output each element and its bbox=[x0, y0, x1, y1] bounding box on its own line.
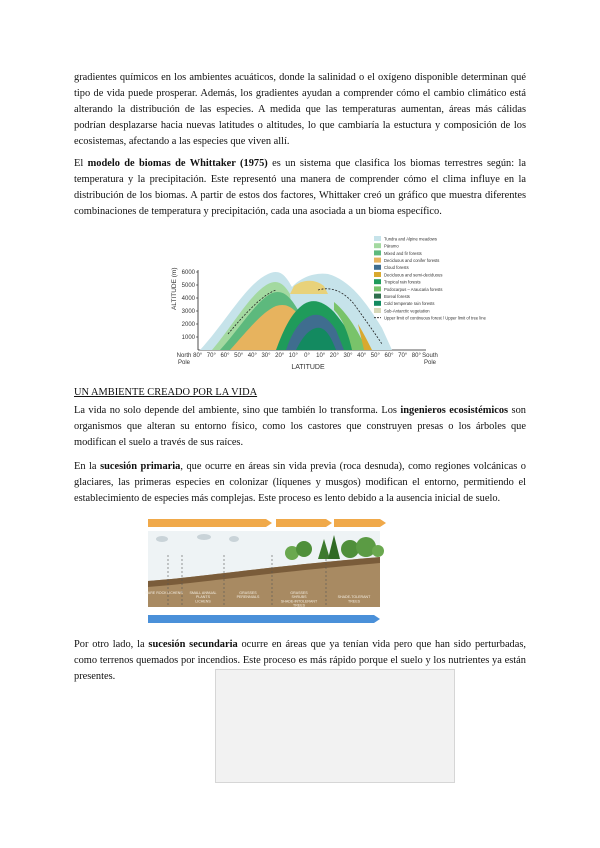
y-tick-label: 1000 bbox=[181, 335, 195, 341]
text-run: La vida no solo depende del ambiente, sino que también lo transforma. Los bbox=[74, 405, 401, 416]
text-run: Por otro lado, la bbox=[74, 639, 149, 650]
legend-label: Tropical rain forests bbox=[384, 279, 421, 285]
bold-term: sucesión primaria bbox=[100, 461, 181, 472]
legend-swatch bbox=[374, 258, 381, 263]
x-tick-label: South bbox=[422, 353, 438, 359]
text-run: En la bbox=[74, 461, 101, 472]
stage-label: LICHENS bbox=[167, 591, 183, 595]
legend-swatch bbox=[374, 250, 381, 255]
legend-swatch bbox=[374, 308, 381, 313]
biome-altitude-figure bbox=[168, 232, 486, 372]
y-tick-labels bbox=[182, 270, 198, 341]
paragraph-ecosystem-engineers bbox=[74, 403, 526, 451]
paragraph-primary-succession bbox=[74, 459, 526, 507]
legend-label: Podocarpus – Araucaria forests bbox=[384, 286, 443, 292]
legend-label: Boreal forests bbox=[384, 294, 410, 299]
biome-chart-svg bbox=[168, 232, 486, 372]
paragraph-gradients: gradientes químicos en los ambientes acuáticos, donde la salinidad o el oxígeno disponible determinan qué tipo de vida puede prosperar. Además, los gradientes ayudan a comprender cómo el cambio climático está alterando la distribución de las especies. A medida que las temperaturas aumentan, áreas más cálidas podrían desplazarse hacia nuevas latitudes o altitudes, lo que cambiaría la estuctura y composición de los ecosistemas, afectando a las especies que viven allí. bbox=[74, 72, 526, 147]
x-tick-label: 20° bbox=[275, 353, 285, 359]
y-tick-label: 3000 bbox=[181, 309, 195, 315]
x-tick-label: 40° bbox=[357, 353, 367, 359]
chart-legend bbox=[374, 236, 487, 321]
x-tick-label: 10° bbox=[316, 353, 326, 359]
legend-label: Deciduous and semi-deciduous bbox=[384, 272, 443, 278]
x-tick-label: 0° bbox=[304, 353, 310, 359]
legend-swatch bbox=[374, 286, 381, 291]
y-tick-label: 6000 bbox=[181, 270, 195, 276]
text-run: , que ocurre en áreas sin vida previa (roca desnuda), como regiones volcánicas o glaciares, las primeras especies en colonizar (líquenes y musgos) modifican el entorno, permitiendo el establecimiento de especies más complejas. Este proceso es lento debido a la ausencia inicial de suelo. bbox=[74, 461, 526, 504]
y-tick-label: 4000 bbox=[181, 296, 195, 302]
x-tick-label: North bbox=[176, 353, 192, 359]
cloud bbox=[197, 534, 211, 540]
tree bbox=[296, 541, 312, 557]
x-tick-label: 80° bbox=[193, 353, 203, 359]
arrow-orange-1 bbox=[148, 519, 272, 527]
stage-label: SHADE-TOLERANT TREES bbox=[337, 595, 371, 604]
y-axis-label: ALTITUDE (m) bbox=[171, 267, 178, 310]
x-tick-label: 80° bbox=[411, 353, 421, 359]
paragraph-whittaker bbox=[74, 156, 526, 220]
x-tick-label: 70° bbox=[398, 353, 408, 359]
x-tick-label: 10° bbox=[288, 353, 298, 359]
stage-label: BARE ROCK bbox=[145, 591, 167, 595]
legend-swatch bbox=[374, 294, 381, 299]
x-tick-label: 50° bbox=[370, 353, 380, 359]
legend-swatch bbox=[374, 265, 381, 270]
arrow-orange-3 bbox=[334, 519, 386, 527]
legend-label: Cloud forests bbox=[384, 265, 409, 271]
x-tick-label: 30° bbox=[343, 353, 353, 359]
legend-label: Upper limit of continuous forest / Upper limit of tree line bbox=[384, 315, 486, 321]
cloud bbox=[156, 536, 168, 542]
stage-label: GRASSES PERENNIALS bbox=[236, 591, 260, 600]
cloud bbox=[229, 536, 239, 542]
legend-label: Deciduous and conifer forests bbox=[384, 258, 440, 263]
legend-swatch bbox=[374, 272, 381, 277]
succession-svg bbox=[142, 515, 386, 625]
x-tick-label: Pole bbox=[423, 360, 437, 366]
legend-swatch bbox=[374, 236, 381, 241]
legend-label: Cold temperate rain forests bbox=[384, 301, 435, 307]
y-tick-label: 2000 bbox=[181, 322, 195, 328]
bold-term: modelo de biomas de Whittaker (1975) bbox=[87, 158, 268, 169]
x-tick-label: 40° bbox=[247, 353, 257, 359]
text-run: son organismos que alteran su entorno físico, como los castores que construyen presas o los árboles que modifican el suelo a través de sus raíces. bbox=[74, 405, 526, 448]
bold-term: sucesión secundaria bbox=[148, 639, 238, 650]
y-tick-label: 5000 bbox=[181, 283, 195, 289]
text-run: ocurre en áreas que ya tenían vida pero que han sido perturbadas, como terrenos quemados por incendios. Este proceso es más rápido porque el suelo y los nutrientes ya están presentes. bbox=[74, 639, 527, 682]
x-tick-label: Pole bbox=[177, 360, 191, 366]
arrow-blue-time bbox=[148, 615, 380, 623]
legend-label: Tundra and Alpine meadows bbox=[384, 236, 437, 242]
x-tick-label: 70° bbox=[206, 353, 216, 359]
image-placeholder bbox=[215, 669, 455, 783]
x-tick-label: 60° bbox=[220, 353, 230, 359]
x-tick-label: 20° bbox=[329, 353, 339, 359]
legend-label: Páramo bbox=[384, 243, 399, 249]
text-run: El bbox=[74, 158, 88, 169]
stage-label: GRASSES SHRUBS SHADE-INTOLERANT TREES bbox=[280, 591, 318, 608]
x-axis-label: LATITUDE bbox=[291, 364, 325, 371]
succession-figure bbox=[142, 515, 386, 625]
x-tick-label: 30° bbox=[261, 353, 271, 359]
legend-label: Mixed and fir forests bbox=[384, 250, 422, 256]
section-heading: UN AMBIENTE CREADO POR LA VIDA bbox=[74, 387, 258, 398]
arrow-orange-2 bbox=[276, 519, 332, 527]
x-tick-label: 50° bbox=[234, 353, 244, 359]
x-tick-label: 60° bbox=[384, 353, 394, 359]
text-run: es un sistema que clasifica los biomas terrestres según: la temperatura y la precipitación. Este representó una manera de comprender cómo el clima influye en la distribución de los biomas. A partir de estos dos factores, Whittaker creó un gráfico que muestra diferentes combinaciones de temperatura y precipitación, cada una asociada a un bioma específico. bbox=[74, 158, 526, 217]
legend-swatch bbox=[374, 301, 381, 306]
stage-label: SMALL ANNUAL PLANTS LICHENS bbox=[189, 591, 217, 604]
legend-label: Sub-Antarctic vegetation bbox=[384, 308, 430, 314]
tree bbox=[372, 545, 384, 557]
legend-swatch bbox=[374, 279, 381, 284]
legend-swatch bbox=[374, 243, 381, 248]
bold-term: ingenieros ecosistémicos bbox=[400, 405, 509, 416]
